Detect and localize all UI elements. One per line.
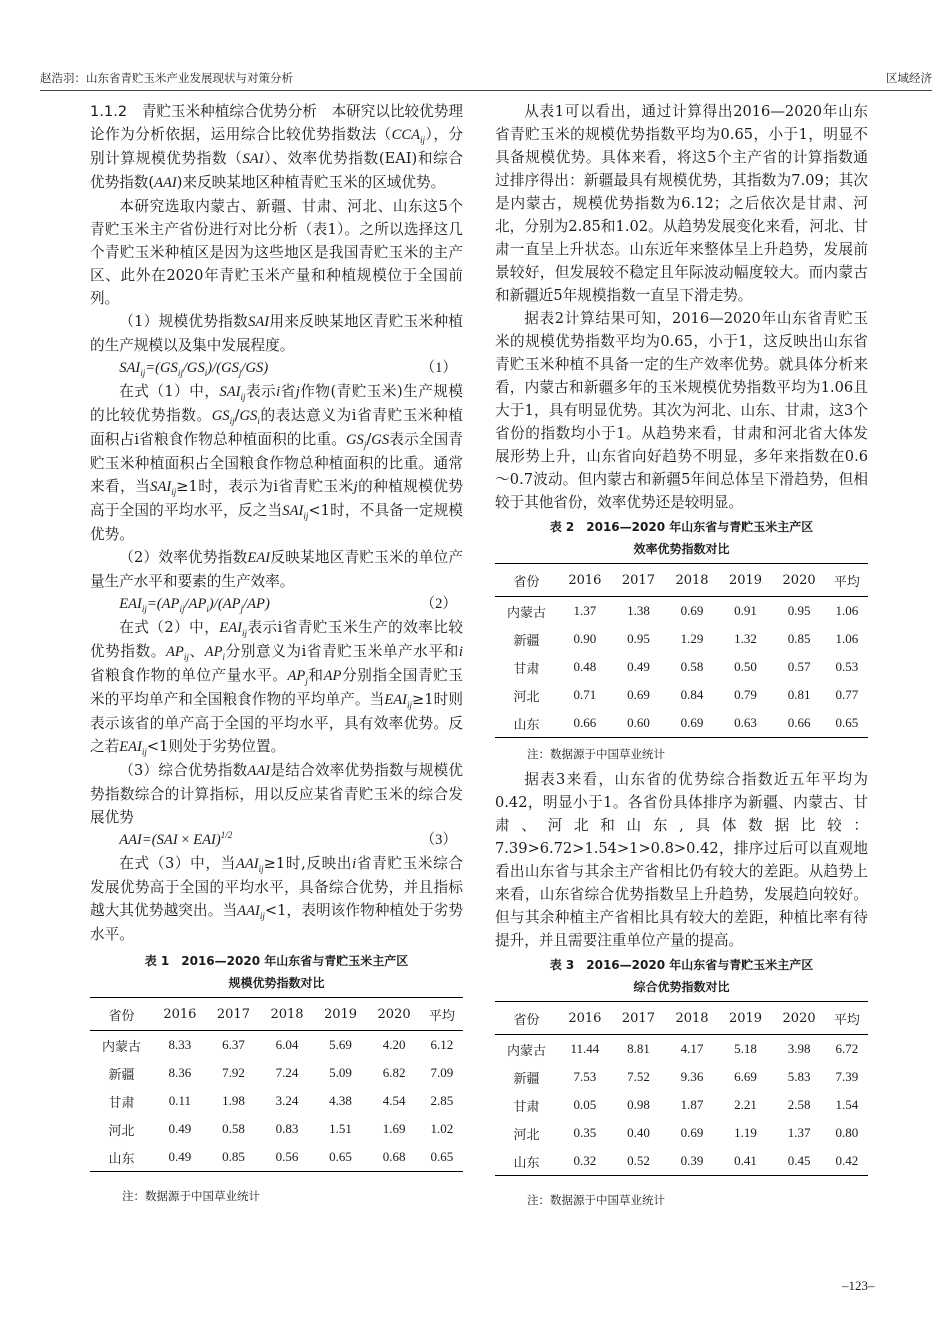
table-cell: 4.38 — [329, 1093, 352, 1108]
table-row — [90, 1143, 463, 1172]
equation-1-number: （1） — [420, 360, 457, 376]
table-header-row — [495, 1002, 868, 1035]
table-row — [495, 1119, 868, 1147]
col-header: 省份 — [513, 574, 540, 590]
table-cell: 0.63 — [734, 715, 757, 730]
table-cell: 0.80 — [835, 1125, 859, 1140]
table-cell: 0.83 — [275, 1121, 299, 1136]
col-header: 2019 — [728, 1010, 763, 1026]
table-cell: 0.65 — [430, 1149, 454, 1164]
left-column — [90, 100, 463, 1206]
page-number: –123– — [842, 1278, 875, 1293]
table-cell: 7.39 — [835, 1069, 859, 1084]
col-header: 平均 — [833, 1012, 860, 1028]
table-cell: 河北 — [108, 1123, 135, 1139]
paragraph-sai-definition: （1）规模优势指数SAI用来反映某地区青贮玉米种植的生产规模以及集中发展程度。 — [90, 313, 463, 354]
table-header-row — [495, 564, 868, 597]
table-cell: 甘肃 — [513, 1099, 540, 1115]
table-cell: 0.95 — [627, 631, 650, 646]
table-cell: 1.02 — [430, 1121, 454, 1136]
paragraph-study-regions: 本研究选取内蒙古、新疆、甘肃、河北、山东这5个青贮玉米主产省份进行对比分析（表1）。之所以选择这几个青贮玉米种植区是因为这些地区是我国青贮玉米的主产区、此外在2020年青贮玉米产量和种植规模位于全国前列。 — [90, 198, 463, 307]
table-cell: 0.50 — [734, 659, 757, 674]
running-header-section: 区域经济 — [886, 71, 932, 85]
table-cell: 1.37 — [573, 603, 597, 618]
col-header: 2020 — [782, 1010, 816, 1026]
col-header: 省份 — [513, 1012, 540, 1028]
col-header: 2017 — [621, 572, 655, 588]
table-header-row — [90, 998, 463, 1031]
table-cell: 1.32 — [734, 631, 757, 646]
equation-1: $SAI_{ij}=(GS_{ij}/GS_i)/(GS_j/GS)$ （1） — [90, 357, 463, 380]
col-header: 2017 — [216, 1006, 250, 1022]
table-cell: 8.36 — [168, 1065, 192, 1080]
table-row — [495, 597, 868, 626]
table-cell: 0.53 — [835, 659, 859, 674]
table-cell: 1.69 — [382, 1121, 406, 1136]
table-cell: 2.85 — [430, 1093, 454, 1108]
table-1-caption-line-1: 表 1 2016—2020 年山东省与青贮玉米主产区 — [144, 954, 409, 968]
table-cell: 甘肃 — [108, 1095, 135, 1111]
col-header: 2019 — [728, 572, 763, 588]
running-header — [40, 70, 932, 90]
paragraph-table2-analysis: 据表2计算结果可知，2016—2020年山东省青贮玉米的规模优势指数平均为0.65，小于1，这反映出山东省青贮玉米种植不具备一定的生产效率优势。就具体分析来看，内蒙古和新疆多年的玉米规模优势指数平均为1.06且大于1，具有明显优势。其次为河北、山东、甘肃，这3个省份的指数均小于1。从趋势来看，甘肃和河北省大体发展形势上升，山东省向好趋势不明显，多年来指数在0.6～0.7波动。但内蒙古和新疆5年间总体呈下滑趋势，但相较于其他省份，效率优势还是较明显。 — [495, 310, 868, 511]
paragraph-table1-analysis: 从表1可以看出，通过计算得出2016—2020年山东省青贮玉米的规模优势指数平均为0.65，小于1，明显不具备规模优势。具体来看，将这5个主产省的计算指数通过排序得出：新疆最具有规模优势，其指数为7.09；其次是内蒙古，规模优势指数为6.12；之后依次是甘肃、河北，分别为2.85和1.02。从趋势发展变化来看，河北、甘肃一直呈上升状态。山东近年来整体呈上升趋势，发展前景较好，但发展较不稳定且年际波动幅度较大。而内蒙古和新疆近5年规模指数一直呈下滑走势。 — [495, 103, 868, 304]
equation-2-number: （2） — [420, 596, 457, 612]
table-cell: 0.58 — [680, 659, 704, 674]
table-cell: 0.91 — [734, 603, 757, 618]
table-cell: 河北 — [513, 689, 540, 705]
table-cell: 6.04 — [275, 1037, 299, 1052]
table-cell: 0.71 — [573, 687, 597, 702]
table-cell: 8.33 — [168, 1037, 192, 1052]
table-row — [90, 1115, 463, 1143]
table-cell: 5.09 — [329, 1065, 352, 1080]
table-cell: 2.58 — [787, 1097, 811, 1112]
col-header: 2018 — [270, 1006, 304, 1022]
table-cell: 1.37 — [787, 1125, 811, 1140]
table-cell: 新疆 — [513, 633, 540, 649]
table-cell: 0.85 — [222, 1149, 245, 1164]
paragraph-sai-explanation: 在式（1）中，$SAI_{ij}$表示i省j作物(青贮玉米)生产规模的比较优势指数。$GS_{ij}/GS_i$的表达意义为i省青贮玉米种植面积占i省粮食作物总种植面积的比重。$GS_j/GS$表示全国青贮玉米种植面积占全国粮食作物总种植面积的比重。通常来看，当$SAI_{ij}\ge 1$时，表示为i省青贮玉米j的种植规模优势高于全国的平均水平，反之当$SAI_{ij}<1$时，不具备一定规模优势。 — [90, 383, 463, 543]
table-cell: 内蒙古 — [102, 1039, 142, 1055]
table-cell: 河北 — [513, 1127, 540, 1143]
col-header: 2016 — [163, 1006, 197, 1022]
table-cell: 0.11 — [168, 1093, 192, 1108]
table-cell: 0.39 — [680, 1153, 704, 1168]
table-cell: 0.49 — [168, 1149, 192, 1164]
table-row — [495, 1147, 868, 1176]
table-cell: 0.81 — [787, 687, 811, 702]
table-1-scale-advantage — [90, 997, 463, 1172]
table-row — [495, 1035, 868, 1064]
table-cell: 0.40 — [627, 1125, 650, 1140]
col-header: 省份 — [108, 1008, 135, 1024]
section-paragraph-1: 1.1.2 青贮玉米种植综合优势分析 本研究以比较优势理论作为分析依据，运用综合比较优势指数法$(CCA_{ij})$，分别计算规模优势指数（SAI）、效率优势指数(EAI)和综合优势指数(AAI)来反映某地区种植青贮玉米的区域优势。 — [90, 103, 463, 191]
col-header: 2020 — [377, 1006, 411, 1022]
table-cell: 0.32 — [573, 1153, 597, 1168]
col-header: 2019 — [323, 1006, 358, 1022]
section-number: 1.1.2 — [90, 103, 128, 120]
equation-3-number: （3） — [420, 832, 457, 848]
table-cell: 6.82 — [382, 1065, 406, 1080]
section-title: 青贮玉米种植综合优势分析 — [141, 103, 317, 120]
table-cell: 0.98 — [627, 1097, 650, 1112]
table-cell: 7.52 — [627, 1069, 650, 1084]
paragraph-aai-explanation: 在式（3）中，当$AAI_{ij}\ge 1$时,反映出i省青贮玉米综合发展优势高于全国的平均水平，具备综合优势，并且指标越大其优势越突出。当$AAI_{ij}<1$，表明该作物种植处于劣势水平。 — [90, 855, 463, 943]
table-cell: 内蒙古 — [507, 1043, 547, 1059]
table-3-note: 注：数据源于中国草业统计 — [527, 1193, 665, 1207]
table-cell: 2.21 — [734, 1097, 757, 1112]
table-2-caption-line-2: 效率优势指数对比 — [633, 542, 730, 556]
col-header: 2017 — [621, 1010, 655, 1026]
table-3-caption-line-2: 综合优势指数对比 — [633, 980, 730, 994]
table-cell: 4.54 — [382, 1093, 406, 1108]
table-cell: 7.09 — [430, 1065, 454, 1080]
table-cell: 0.52 — [627, 1153, 650, 1168]
table-cell: 0.60 — [627, 715, 650, 730]
table-cell: 0.84 — [680, 687, 704, 702]
table-cell: 5.69 — [329, 1037, 352, 1052]
equation-2: $EAI_{ij}=(AP_{ij}/AP_i)/(AP_j/AP)$ （2） — [90, 593, 463, 616]
table-cell: 0.65 — [329, 1149, 352, 1164]
table-cell: 0.95 — [787, 603, 811, 618]
table-row — [90, 1087, 463, 1115]
table-cell: 4.20 — [382, 1037, 406, 1052]
table-cell: 0.66 — [787, 715, 811, 730]
paragraph-table3-analysis: 据表3来看，山东省的优势综合指数近五年平均为0.42，明显小于1。各省份具体排序为新疆、内蒙古、甘肃、河北和山东,具体数据比较：7.39>6.72>1.54>1>0.8>0.42，排序过后可以直观地看出山东省与其余主产省相比仍有较大的差距。从趋势上来看，山东省综合优势指数呈上升趋势，发展趋向较好。但与其余种植主产省相比具有较大的差距，种植比率有待提升，并且需要注重单位产量的提高。 — [495, 771, 868, 949]
table-row — [495, 681, 868, 709]
table-cell: 1.19 — [734, 1125, 757, 1140]
table-cell: 0.05 — [573, 1097, 597, 1112]
table-cell: 新疆 — [108, 1067, 135, 1083]
table-cell: 1.54 — [835, 1097, 859, 1112]
table-cell: 山东 — [108, 1151, 135, 1167]
table-cell: 0.56 — [275, 1149, 299, 1164]
table-2-caption-line-1: 表 2 2016—2020 年山东省与青贮玉米主产区 — [549, 520, 814, 534]
table-cell: 0.68 — [382, 1149, 406, 1164]
table-row — [90, 1031, 463, 1060]
table-row — [495, 709, 868, 738]
running-header-title: 赵浩羽：山东省青贮玉米产业发展现状与对策分析 — [40, 71, 293, 85]
table-cell: 8.81 — [627, 1041, 650, 1056]
table-3-comprehensive-advantage — [495, 1001, 868, 1176]
table-cell: 0.77 — [835, 687, 859, 702]
header-rule — [40, 90, 932, 91]
col-header: 2016 — [568, 572, 602, 588]
col-header: 2016 — [568, 1010, 602, 1026]
table-cell: 6.72 — [835, 1041, 859, 1056]
table-cell: 山东 — [513, 717, 540, 733]
table-cell: 山东 — [513, 1155, 540, 1171]
table-cell: 1.29 — [680, 631, 704, 646]
col-header: 2020 — [782, 572, 816, 588]
table-cell: 0.57 — [787, 659, 811, 674]
paragraph-eai-definition: （2）效率优势指数EAI反映某地区青贮玉米的单位产量生产水平和要素的生产效率。 — [90, 549, 463, 590]
table-cell: 0.58 — [222, 1121, 245, 1136]
table-2-efficiency-advantage — [495, 563, 868, 738]
table-cell: 0.49 — [627, 659, 650, 674]
table-cell: 0.69 — [680, 603, 704, 618]
right-column — [495, 100, 868, 1210]
table-cell: 0.49 — [168, 1121, 192, 1136]
table-cell: 7.53 — [573, 1069, 597, 1084]
table-cell: 0.69 — [680, 1125, 704, 1140]
table-cell: 7.24 — [275, 1065, 299, 1080]
table-cell: 0.79 — [734, 687, 757, 702]
table-cell: 6.69 — [734, 1069, 757, 1084]
table-cell: 1.06 — [835, 631, 859, 646]
table-cell: 1.98 — [222, 1093, 245, 1108]
table-cell: 1.87 — [680, 1097, 704, 1112]
table-cell: 0.69 — [627, 687, 650, 702]
table-cell: 0.45 — [787, 1153, 811, 1168]
table-cell: 0.69 — [680, 715, 704, 730]
table-cell: 5.18 — [734, 1041, 757, 1056]
col-header: 2018 — [675, 1010, 709, 1026]
table-cell: 11.44 — [570, 1041, 600, 1056]
table-cell: 0.65 — [835, 715, 859, 730]
table-cell: 新疆 — [513, 1071, 540, 1087]
table-row — [495, 1063, 868, 1091]
table-row — [495, 625, 868, 653]
table-3-caption-line-1: 表 3 2016—2020 年山东省与青贮玉米主产区 — [549, 958, 814, 972]
table-cell: 4.17 — [680, 1041, 704, 1056]
table-cell: 内蒙古 — [507, 605, 547, 621]
table-2-note: 注：数据源于中国草业统计 — [527, 747, 665, 761]
table-cell: 7.92 — [222, 1065, 245, 1080]
table-row — [90, 1059, 463, 1087]
table-cell: 0.48 — [573, 659, 597, 674]
table-cell: 1.06 — [835, 603, 859, 618]
col-header: 2018 — [675, 572, 709, 588]
paragraph-aai-definition: （3）综合优势指数AAI是结合效率优势指数与规模优势指数综合的计算指标，用以反应某省青贮玉米的综合发展优势 — [90, 762, 463, 826]
table-row — [495, 653, 868, 681]
table-1-caption-line-2: 规模优势指数对比 — [228, 976, 325, 990]
table-cell: 0.90 — [573, 631, 597, 646]
table-cell: 6.37 — [222, 1037, 245, 1052]
table-cell: 9.36 — [680, 1069, 704, 1084]
paragraph-eai-explanation: 在式（2）中，$EAI_{ij}$表示i省青贮玉米生产的效率比较优势指数。$AP_{ij}$、$AP_i$分别意义为i省青贮玉米单产水平和i省粮食作物的单位产量水平。$AP_j$和AP分别指全国青贮玉米的平均单产和全国粮食作物的平均单产。当$EAI_{ij}\ge 1$时则表示该省的单产高于全国的平均水平，具有效率优势。反之若$EAI_{ij}<1$则处于劣势位置。 — [90, 619, 463, 757]
table-cell: 0.41 — [734, 1153, 757, 1168]
table-cell: 0.85 — [787, 631, 811, 646]
table-cell: 5.83 — [787, 1069, 811, 1084]
table-1-note: 注：数据源于中国草业统计 — [122, 1189, 260, 1203]
table-row — [495, 1091, 868, 1119]
table-cell: 甘肃 — [513, 661, 540, 677]
table-cell: 1.51 — [329, 1121, 352, 1136]
table-cell: 3.24 — [275, 1093, 299, 1108]
table-cell: 0.42 — [835, 1153, 859, 1168]
table-cell: 0.66 — [573, 715, 597, 730]
table-cell: 6.12 — [430, 1037, 454, 1052]
table-cell: 1.38 — [627, 603, 650, 618]
equation-3: AAI=(SAI × EAI)$^{1/2}$ （3） — [90, 829, 463, 852]
table-cell: 0.35 — [573, 1125, 597, 1140]
table-cell: 3.98 — [787, 1041, 811, 1056]
col-header: 平均 — [428, 1008, 455, 1024]
col-header: 平均 — [833, 574, 860, 590]
